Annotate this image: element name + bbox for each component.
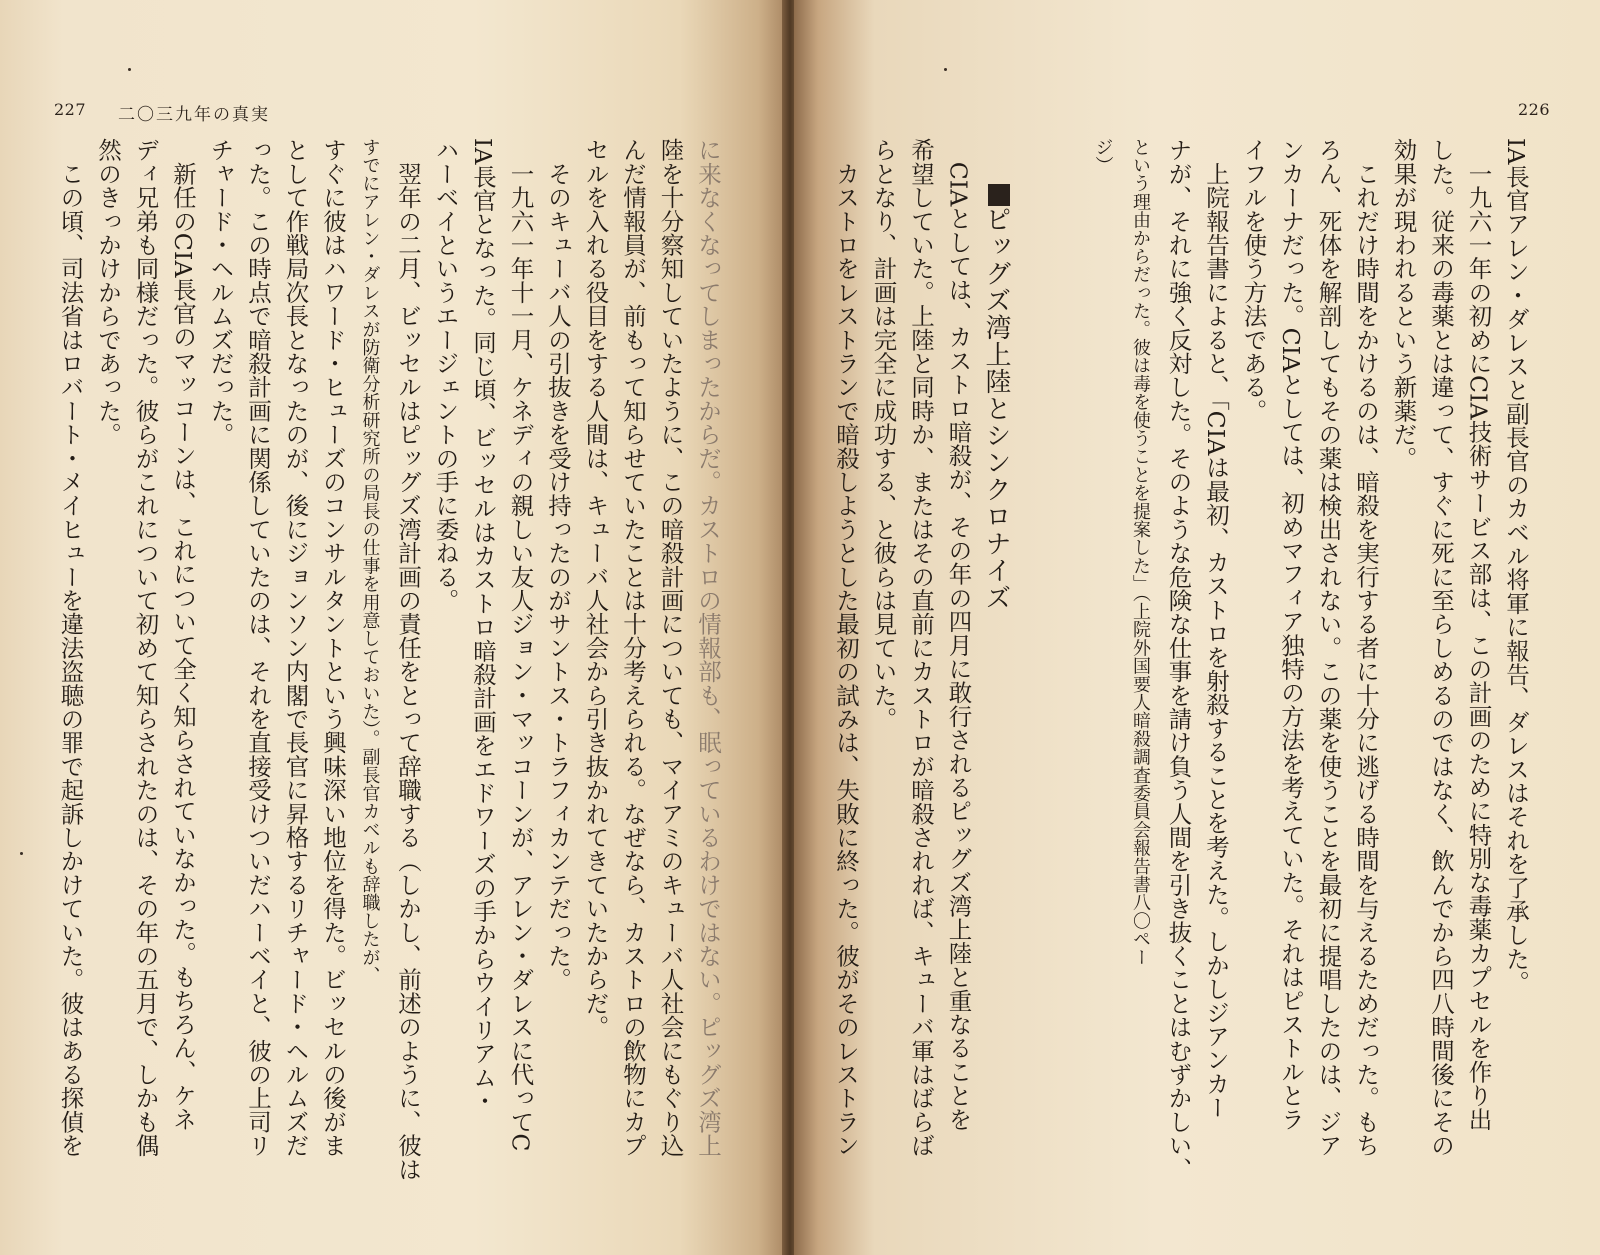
right-body-text	[834, 138, 1534, 1228]
text-line: チャード・ヘルムズだった。	[206, 138, 235, 447]
text-line: 効果が現われるという新薬だ。	[1389, 138, 1418, 470]
right-page	[794, 0, 1600, 1255]
section-heading-text: ピッグズ湾上陸とシンクロナイズ	[981, 206, 1011, 611]
text-line: すぐに彼はハワード・ヒューズのコンサルタントという興味深い地位を得た。ビッセルの後がま	[319, 138, 347, 1158]
text-line: ンカーナだった。CIAとしては、初めマフィア独特の方法を考えていた。それはピストルとラ	[1277, 138, 1305, 1131]
left-page	[0, 0, 790, 1255]
text-line: すでにアレン・ダレスが防衛分析研究所の局長の仕事を用意しておいた）。副長官カベルも辞職したが、	[359, 138, 381, 985]
text-line: セルを入れる役目をする人間は、キューバ人社会から引き抜かれてきていたからだ。	[581, 138, 610, 1039]
running-head: 二〇三九年の真実	[118, 105, 270, 125]
text-line: ディ兄弟も同様だった。彼らがこれについて初めて知らされたのは、その年の五月で、しかも偶	[131, 138, 160, 1158]
text-line: ジ）	[1092, 138, 1114, 175]
heading-square-icon	[988, 184, 1010, 206]
text-line: 然のきっかけからであった。	[94, 138, 122, 447]
text-line: として作戦局次長となったのが、後にジョンソン内閣で長官に昇格するリチャード・ヘルムズだ	[281, 138, 310, 1158]
text-line: IA長官アレン・ダレスと副長官のカベル将軍に報告、ダレスはそれを了承した。	[1502, 138, 1530, 995]
speck	[20, 852, 23, 855]
text-line: んだ情報員が、前もって知らせていたことは十分考えられる。なぜなら、カストロの飲物にカプ	[619, 138, 647, 1158]
text-line: イフルを使う方法である。	[1239, 138, 1268, 423]
text-line: IA長官となった。同じ頃、ビッセルはカストロ暗殺計画をエドワーズの手からウイリアム・	[469, 138, 497, 1113]
text-line: 上院報告書によると、「CIAは最初、カストロを射殺することを考えた。しかしジアンカー	[1202, 138, 1230, 1120]
text-line: した。従来の毒薬とは違って、すぐに死に至らしめるのではなく、飲んでから四八時間後にその	[1427, 138, 1455, 1158]
text-line: 新任のCIA長官のマッコーンは、これについて全く知らされていなかった。もちろん、ケネ	[169, 138, 197, 1131]
text-line: った。この時点で暗殺計画に関係していたのは、それを直接受けついだハーベイと、彼の上司リ	[244, 138, 272, 1158]
text-line: ろん、死体を解剖してもその薬は検出されない。この薬を使うことを最初に提唱したのは、ジア	[1314, 138, 1343, 1158]
text-line: 希望していた。上陸と同時か、またはその直前にカストロが暗殺されれば、キューバ軍はばらば	[907, 138, 935, 1158]
text-line: 一九六一年十一月、ケネディの親しい友人ジョン・マッコーンが、アレン・ダレスに代ってC	[506, 138, 535, 1152]
section-heading	[977, 184, 1085, 1182]
text-line: ハーベイというエージェントの手に委ねる。	[431, 138, 460, 612]
text-line: CIAとしては、カストロ暗殺が、その年の四月に敢行されるピッグズ湾上陸と重なることを	[944, 138, 973, 1131]
text-line: らとなり、計画は完全に成功する、と彼らは見ていた。	[869, 138, 898, 731]
text-line: これだけ時間をかけるのは、暗殺を実行する者に十分に逃げる時間を与えるためだった。もち	[1352, 138, 1380, 1158]
left-page-number: 227	[54, 100, 87, 119]
left-body-text	[56, 138, 726, 1228]
text-line: に来なくなってしまったからだ。カストロの情報部も、眠っているわけではない。ピッグズ湾上	[694, 138, 722, 1158]
text-line: 翌年の二月、ビッセルはピッグズ湾計画の責任をとって辞職する（しかし、前述のように、彼は	[394, 138, 422, 1181]
text-line: この頃、司法省はロバート・メイヒューを違法盗聴の罪で起訴しかけていた。彼はある探偵を	[56, 138, 85, 1158]
text-line: という理由からだった。彼は毒を使うことを提案した」（上院外国要人暗殺調査委員会報告書八〇ペー	[1130, 138, 1151, 967]
text-line: 陸を十分察知していたように、この暗殺計画についても、マイアミのキューバ人社会にもぐり込	[656, 138, 685, 1158]
text-line: 一九六一年の初めにCIA技術サービス部は、この計画のために特別な毒薬カプセルを作り出	[1464, 138, 1493, 1131]
speck	[128, 68, 131, 71]
text-line: カストロをレストランで暗殺しようとした最初の試みは、失敗に終った。彼がそのレストラン	[832, 138, 860, 1158]
right-page-number: 226	[1517, 100, 1550, 119]
text-line: ナが、それに強く反対した。そのような危険な仕事を請け負う人間を引き抜くことはむずかしい、	[1164, 138, 1193, 1181]
speck	[944, 68, 947, 71]
text-line: そのキューバ人の引抜きを受け持ったのがサントス・トラフィカンテだった。	[544, 138, 572, 992]
